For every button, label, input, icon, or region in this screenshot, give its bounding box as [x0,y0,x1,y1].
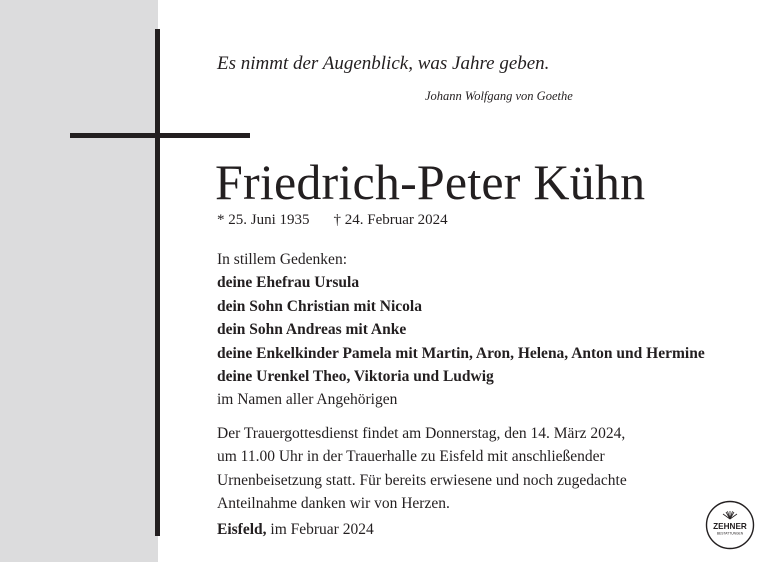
closing-date: im Februar 2024 [270,521,374,538]
mourners-outro: im Namen aller Angehörigen [217,391,398,409]
service-line: Anteilnahme danken wir von Herzen. [217,495,450,513]
closing-place: Eisfeld, [217,521,267,538]
mourners-block [217,248,705,412]
service-line: Der Trauergottesdienst findet am Donnerstag, den 14. März 2024, [217,425,626,442]
quote-text: Es nimmt der Augenblick, was Jahre geben. [217,53,550,74]
service-line: Urnenbeisetzung statt. Für bereits erwiesene und noch zugedachte [217,471,627,489]
cross-horizontal-bar [70,133,250,138]
life-dates [217,212,448,229]
deceased-name: Friedrich-Peter Kühn [215,154,646,210]
closing-line [217,521,374,539]
service-info [217,422,627,516]
logo-tagline: BESTATTUNGEN [716,531,744,536]
mourners-intro: In stillem Gedenken: [217,251,347,268]
grey-side-band [0,0,158,562]
mourner-line: deine Ehefrau Ursula [217,274,360,292]
death-date: † 24. Februar 2024 [333,212,448,228]
birth-date: * 25. Juni 1935 [217,212,310,228]
mourner-line: dein Sohn Andreas mit Anke [217,321,407,339]
mourner-line: deine Enkelkinder Pamela mit Martin, Aron, Helena, Anton und Hermine [217,344,705,362]
mourner-line: dein Sohn Christian mit Nicola [217,297,422,315]
service-line: um 11.00 Uhr in der Trauerhalle zu Eisfeld mit anschließender [217,448,605,466]
mourner-line: deine Urenkel Theo, Viktoria und Ludwig [217,368,494,386]
quote-author: Johann Wolfgang von Goethe [425,89,573,103]
zehner-logo [705,500,755,550]
cross-vertical-bar [155,29,160,536]
logo-name: ZEHNER [713,522,747,531]
